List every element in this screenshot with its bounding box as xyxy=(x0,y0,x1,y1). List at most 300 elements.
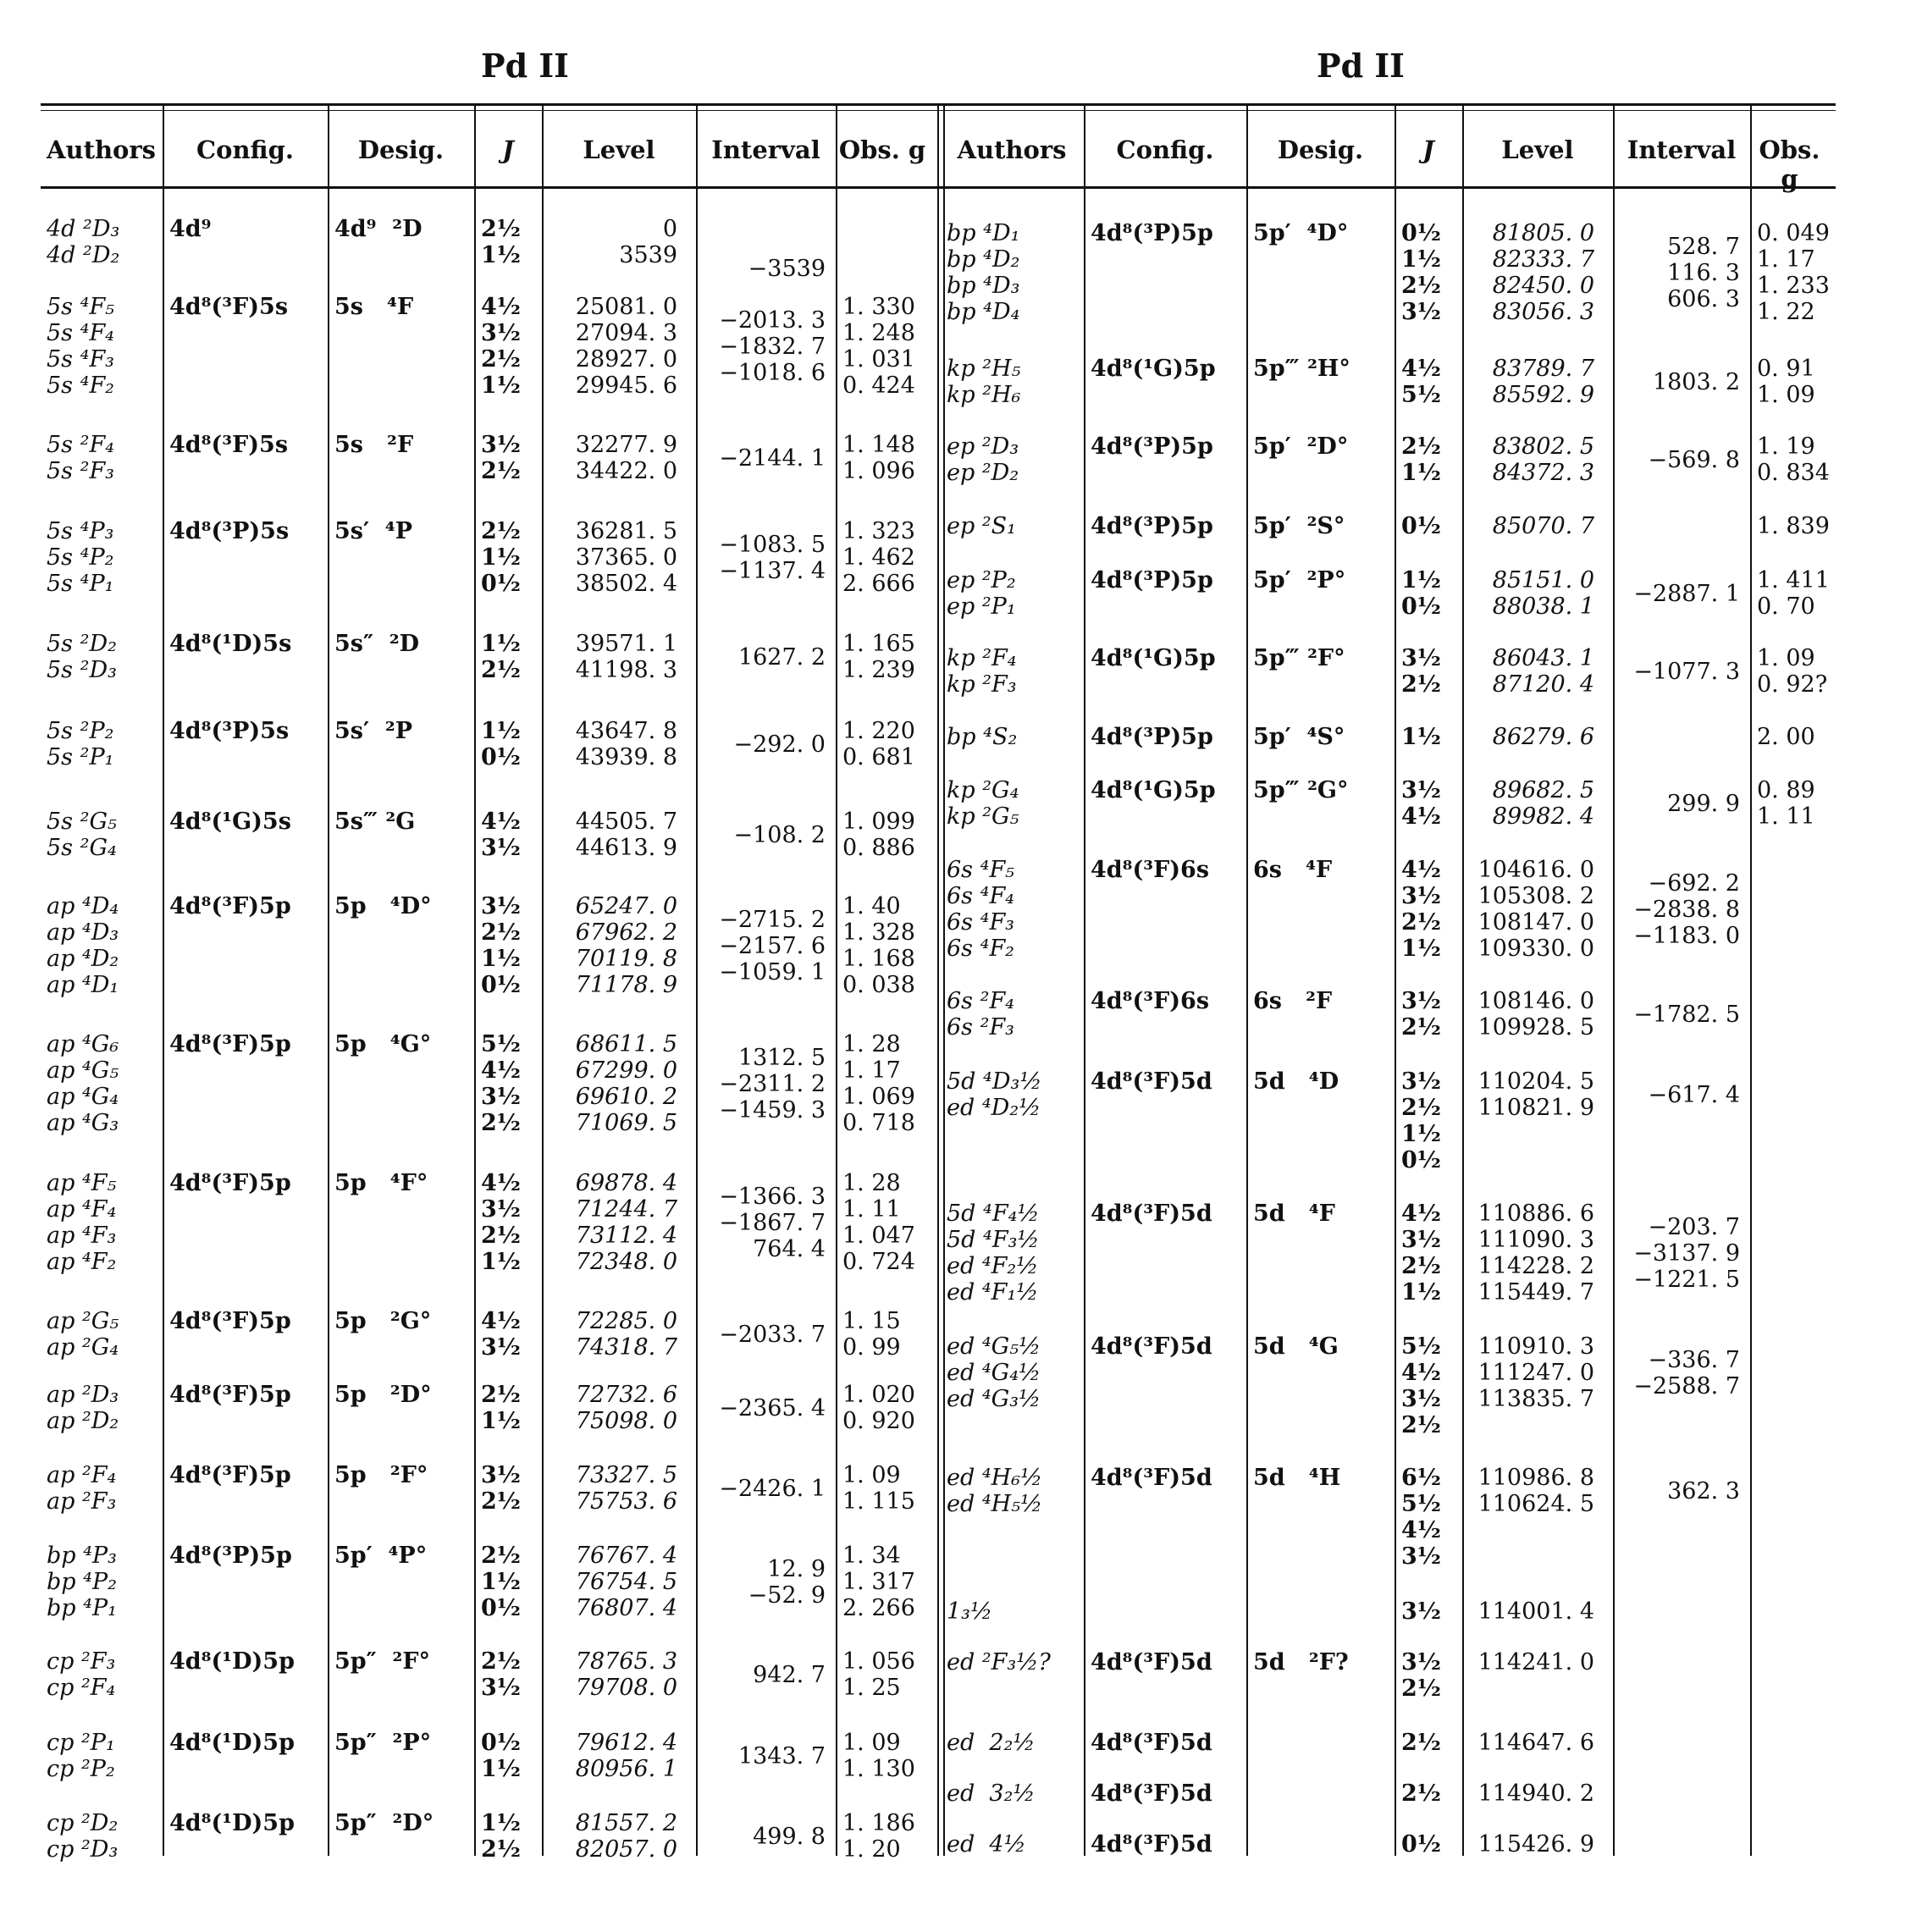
obs-g-cell: 1. 165 xyxy=(842,631,915,657)
config-cell: 4d⁸(³P)5p xyxy=(1091,513,1213,539)
j-cell: 1½ xyxy=(1401,1279,1441,1305)
right-header-desig: Desig. xyxy=(1277,135,1364,164)
level-cell: 110910. 3 xyxy=(1477,1333,1594,1360)
obs-g-cell: 1. 323 xyxy=(842,518,915,544)
obs-g-cell: 1. 09 xyxy=(1757,645,1815,671)
left-column-divider xyxy=(542,106,544,1856)
designation-cell: 5d ⁴H xyxy=(1253,1465,1341,1491)
interval-cell: 299. 9 xyxy=(1667,790,1740,817)
right-column-divider xyxy=(1395,106,1396,1856)
right-column-divider xyxy=(1246,106,1248,1856)
authors-cell: 5d ⁴F₄½ xyxy=(947,1201,1040,1227)
authors-cell: kp ²F₃ xyxy=(947,671,1017,698)
obs-g-cell: 1. 056 xyxy=(842,1648,915,1675)
designation-cell: 5p‴ ²G° xyxy=(1253,777,1349,803)
center-divider-2 xyxy=(943,106,945,1856)
authors-cell: ep ²P₁ xyxy=(947,593,1016,620)
j-cell: 3½ xyxy=(1401,645,1441,671)
level-cell: 79708. 0 xyxy=(575,1675,677,1701)
authors-cell: cp ²P₂ xyxy=(47,1756,115,1782)
right-header-interval: Interval xyxy=(1627,135,1737,164)
left-header-obsg: Obs. g xyxy=(838,135,926,164)
authors-cell: ap ²D₃ xyxy=(47,1382,119,1408)
obs-g-cell: 0. 049 xyxy=(1757,220,1830,246)
j-cell: 4½ xyxy=(1401,1201,1441,1227)
j-cell: 3½ xyxy=(1401,1649,1441,1675)
config-cell: 4d⁸(¹D)5p xyxy=(169,1648,295,1675)
authors-cell: 5s ⁴F₅ xyxy=(47,294,114,320)
level-cell: 75098. 0 xyxy=(575,1408,677,1434)
j-cell: 1½ xyxy=(1401,1121,1441,1147)
obs-g-cell: 1. 40 xyxy=(842,893,901,919)
authors-cell: cp ²D₂ xyxy=(47,1810,119,1836)
obs-g-cell: 0. 834 xyxy=(1757,460,1830,486)
designation-cell: 5s′ ²P xyxy=(334,718,413,744)
j-cell: 4½ xyxy=(1401,1360,1441,1386)
config-cell: 4d⁸(¹G)5p xyxy=(1091,356,1216,382)
authors-cell: kp ²F₄ xyxy=(947,645,1017,671)
authors-cell: ap ⁴D₄ xyxy=(47,893,119,919)
authors-cell: ed 3₂½ xyxy=(947,1780,1036,1807)
config-cell: 4d⁹ xyxy=(169,216,212,242)
obs-g-cell: 1. 099 xyxy=(842,809,915,835)
authors-cell: bp ⁴P₂ xyxy=(47,1569,117,1595)
j-cell: 1½ xyxy=(481,373,521,399)
interval-cell: −2426. 1 xyxy=(719,1475,826,1502)
interval-cell: −3137. 9 xyxy=(1633,1239,1740,1267)
interval-cell: 1627. 2 xyxy=(737,643,826,671)
obs-g-cell: 1. 330 xyxy=(842,294,915,320)
j-cell: 3½ xyxy=(1401,1068,1441,1095)
level-cell: 78765. 3 xyxy=(575,1648,677,1675)
obs-g-cell: 1. 148 xyxy=(842,432,915,458)
j-cell: 3½ xyxy=(481,893,521,919)
obs-g-cell: 0. 718 xyxy=(842,1110,915,1136)
obs-g-cell: 0. 038 xyxy=(842,972,915,998)
designation-cell: 5p′ ²P° xyxy=(1253,567,1346,593)
level-cell: 108146. 0 xyxy=(1477,988,1594,1014)
j-cell: 1½ xyxy=(481,1569,521,1595)
config-cell: 4d⁸(³F)5d xyxy=(1091,1649,1212,1675)
j-cell: 2½ xyxy=(481,518,521,544)
right-column-divider xyxy=(1462,106,1464,1856)
obs-g-cell: 1. 09 xyxy=(842,1730,901,1756)
config-cell: 4d⁸(¹D)5p xyxy=(169,1810,295,1836)
obs-g-cell: 1. 17 xyxy=(842,1057,901,1084)
config-cell: 4d⁸(¹G)5s xyxy=(169,809,291,835)
obs-g-cell: 0. 724 xyxy=(842,1249,915,1275)
j-cell: 4½ xyxy=(1401,803,1441,830)
level-cell: 65247. 0 xyxy=(575,893,677,919)
config-cell: 4d⁸(³F)5s xyxy=(169,432,289,458)
obs-g-cell: 1. 25 xyxy=(842,1675,901,1701)
j-cell: 1½ xyxy=(481,242,521,268)
j-cell: 2½ xyxy=(1401,1730,1441,1756)
left-column-divider xyxy=(163,106,164,1856)
interval-cell: −52. 9 xyxy=(748,1581,826,1609)
config-cell: 4d⁸(³P)5p xyxy=(1091,567,1213,593)
interval-cell: −108. 2 xyxy=(733,821,826,848)
authors-cell: 4d ²D₂ xyxy=(47,242,120,268)
left-header-config: Config. xyxy=(196,135,294,164)
level-cell: 110986. 8 xyxy=(1477,1465,1594,1491)
j-cell: 2½ xyxy=(481,1223,521,1249)
j-cell: 2½ xyxy=(481,1648,521,1675)
j-cell: 3½ xyxy=(481,835,521,861)
j-cell: 6½ xyxy=(1401,1465,1441,1491)
obs-g-cell: 1. 462 xyxy=(842,544,915,571)
j-cell: 4½ xyxy=(1401,356,1441,382)
level-cell: 69610. 2 xyxy=(575,1084,677,1110)
level-cell: 111090. 3 xyxy=(1477,1227,1594,1253)
designation-cell: 5p ⁴F° xyxy=(334,1170,428,1196)
level-cell: 68611. 5 xyxy=(575,1031,677,1057)
config-cell: 4d⁸(¹D)5s xyxy=(169,631,292,657)
level-cell: 0 xyxy=(662,216,677,242)
j-cell: 2½ xyxy=(481,1488,521,1515)
obs-g-cell: 1. 233 xyxy=(1757,273,1830,299)
authors-cell: ap ⁴F₅ xyxy=(47,1170,117,1196)
authors-cell: ed ⁴F₁½ xyxy=(947,1279,1039,1305)
authors-cell: ap ⁴G₄ xyxy=(47,1084,119,1110)
obs-g-cell: 1. 031 xyxy=(842,346,915,373)
config-cell: 4d⁸(³F)5d xyxy=(1091,1780,1212,1807)
designation-cell: 5p ²F° xyxy=(334,1462,428,1488)
designation-cell: 5p′ ²D° xyxy=(1253,433,1349,460)
j-cell: 0½ xyxy=(1401,1147,1441,1173)
level-cell: 38502. 4 xyxy=(575,571,677,597)
obs-g-cell: 2. 666 xyxy=(842,571,915,597)
config-cell: 4d⁸(³F)5d xyxy=(1091,1831,1212,1857)
level-cell: 34422. 0 xyxy=(575,458,677,484)
j-cell: 3½ xyxy=(1401,988,1441,1014)
left-header-desig: Desig. xyxy=(357,135,445,164)
level-cell: 73112. 4 xyxy=(575,1223,677,1249)
designation-cell: 5p ⁴D° xyxy=(334,893,432,919)
authors-cell: ep ²D₂ xyxy=(947,460,1019,486)
authors-cell: 5s ²D₂ xyxy=(47,631,117,657)
config-cell: 4d⁸(³F)5p xyxy=(169,1308,291,1334)
authors-cell: ed ⁴G₃½ xyxy=(947,1386,1041,1412)
level-cell: 37365. 0 xyxy=(575,544,677,571)
level-cell: 72732. 6 xyxy=(575,1382,677,1408)
designation-cell: 5p″ ²D° xyxy=(334,1810,434,1836)
j-cell: 2½ xyxy=(481,216,521,242)
obs-g-cell: 1. 328 xyxy=(842,919,915,946)
designation-cell: 5p″ ²P° xyxy=(334,1730,432,1756)
authors-cell: ed 4½ xyxy=(947,1831,1026,1857)
interval-cell: −2033. 7 xyxy=(719,1321,826,1348)
level-cell: 82333. 7 xyxy=(1492,246,1594,273)
right-header-level: Level xyxy=(1501,135,1574,164)
j-cell: 4½ xyxy=(1401,857,1441,883)
level-cell: 115449. 7 xyxy=(1477,1279,1594,1305)
j-cell: 2½ xyxy=(481,1110,521,1136)
obs-g-cell: 1. 20 xyxy=(842,1836,901,1863)
authors-cell: bp ⁴P₁ xyxy=(47,1595,117,1621)
designation-cell: 5p‴ ²H° xyxy=(1253,356,1350,382)
left-column-divider xyxy=(474,106,476,1856)
authors-cell: ed ⁴G₄½ xyxy=(947,1360,1041,1386)
obs-g-cell: 1. 130 xyxy=(842,1756,915,1782)
j-cell: 0½ xyxy=(481,1730,521,1756)
level-cell: 114001. 4 xyxy=(1477,1598,1594,1625)
j-cell: 2½ xyxy=(481,346,521,373)
authors-cell: ap ⁴D₃ xyxy=(47,919,119,946)
right-header-j: J xyxy=(1422,135,1434,164)
level-cell: 72285. 0 xyxy=(575,1308,677,1334)
authors-cell: 6s ⁴F₃ xyxy=(947,909,1014,936)
j-cell: 1½ xyxy=(1401,936,1441,962)
config-cell: 4d⁸(³F)6s xyxy=(1091,857,1210,883)
designation-cell: 5d ²F? xyxy=(1253,1649,1349,1675)
interval-cell: −2013. 3 xyxy=(719,306,826,334)
authors-cell: 5s ²P₁ xyxy=(47,744,114,770)
authors-cell: ed 2₂½ xyxy=(947,1730,1036,1756)
interval-cell: 362. 3 xyxy=(1667,1477,1740,1504)
j-cell: 3½ xyxy=(1401,1227,1441,1253)
authors-cell: ap ²G₅ xyxy=(47,1308,119,1334)
j-cell: 3½ xyxy=(1401,299,1441,325)
level-cell: 114228. 2 xyxy=(1477,1253,1594,1279)
j-cell: 0½ xyxy=(481,1595,521,1621)
interval-cell: −2311. 2 xyxy=(719,1070,826,1097)
level-cell: 83056. 3 xyxy=(1492,299,1594,325)
level-cell: 44505. 7 xyxy=(575,809,677,835)
j-cell: 2½ xyxy=(1401,1095,1441,1121)
interval-cell: −617. 4 xyxy=(1648,1081,1740,1108)
level-cell: 109330. 0 xyxy=(1477,936,1594,962)
authors-cell: bp ⁴D₁ xyxy=(947,220,1020,246)
obs-g-cell: 1. 17 xyxy=(1757,246,1815,273)
authors-cell: kp ²G₅ xyxy=(947,803,1019,830)
authors-cell: 5s ⁴P₃ xyxy=(47,518,114,544)
interval-cell: −2887. 1 xyxy=(1633,580,1740,607)
authors-cell: ed ⁴H₆½ xyxy=(947,1465,1043,1491)
j-cell: 3½ xyxy=(481,1334,521,1361)
authors-cell: ap ²F₃ xyxy=(47,1488,117,1515)
obs-g-cell: 1. 248 xyxy=(842,320,915,346)
designation-cell: 5p′ ⁴P° xyxy=(334,1543,428,1569)
interval-cell: −2715. 2 xyxy=(719,906,826,933)
designation-cell: 5s′ ⁴P xyxy=(334,518,413,544)
interval-cell: −1459. 3 xyxy=(719,1096,826,1123)
obs-g-cell: 1. 19 xyxy=(1757,433,1815,460)
authors-cell: ed ²F₃½? xyxy=(947,1649,1051,1675)
j-cell: 2½ xyxy=(1401,1412,1441,1438)
level-cell: 80956. 1 xyxy=(575,1756,677,1782)
authors-cell: ap ⁴G₅ xyxy=(47,1057,119,1084)
interval-cell: −2157. 6 xyxy=(719,932,826,959)
j-cell: 0½ xyxy=(1401,513,1441,539)
interval-cell: −2588. 7 xyxy=(1633,1372,1740,1399)
j-cell: 3½ xyxy=(1401,777,1441,803)
authors-cell: 5d ⁴D₃½ xyxy=(947,1068,1042,1095)
obs-g-cell: 1. 11 xyxy=(1757,803,1815,830)
authors-cell: ed ⁴G₅½ xyxy=(947,1333,1041,1360)
authors-cell: ep ²S₁ xyxy=(947,513,1016,539)
interval-cell: −2144. 1 xyxy=(719,444,826,472)
interval-cell: 764. 4 xyxy=(753,1235,826,1262)
interval-cell: 942. 7 xyxy=(753,1661,826,1688)
level-cell: 114940. 2 xyxy=(1477,1780,1594,1807)
authors-cell: 6s ⁴F₄ xyxy=(947,883,1014,909)
j-cell: 2½ xyxy=(1401,1253,1441,1279)
config-cell: 4d⁸(³P)5p xyxy=(1091,433,1213,460)
level-cell: 115426. 9 xyxy=(1477,1831,1594,1857)
obs-g-cell: 0. 70 xyxy=(1757,593,1815,620)
interval-cell: −1366. 3 xyxy=(719,1183,826,1210)
interval-cell: −1077. 3 xyxy=(1633,658,1740,685)
left-column-divider xyxy=(836,106,837,1856)
interval-cell: −569. 8 xyxy=(1648,446,1740,473)
j-cell: 1½ xyxy=(481,631,521,657)
authors-cell: cp ²P₁ xyxy=(47,1730,115,1756)
j-cell: 2½ xyxy=(1401,671,1441,698)
level-cell: 81557. 2 xyxy=(575,1810,677,1836)
obs-g-cell: 2. 00 xyxy=(1757,724,1815,750)
designation-cell: 5p‴ ²F° xyxy=(1253,645,1345,671)
j-cell: 2½ xyxy=(481,657,521,683)
left-header-j: J xyxy=(502,135,514,164)
level-cell: 109928. 5 xyxy=(1477,1014,1594,1041)
config-cell: 4d⁸(³P)5s xyxy=(169,718,290,744)
j-cell: 2½ xyxy=(1401,1014,1441,1041)
authors-cell: bp ⁴D₂ xyxy=(947,246,1020,273)
authors-cell: ap ⁴D₂ xyxy=(47,946,119,972)
level-cell: 75753. 6 xyxy=(575,1488,677,1515)
center-divider xyxy=(937,106,939,1856)
authors-cell: kp ²G₄ xyxy=(947,777,1019,803)
interval-cell: −1137. 4 xyxy=(719,557,826,584)
authors-cell: 6s ⁴F₂ xyxy=(947,936,1014,962)
left-column-divider xyxy=(328,106,329,1856)
config-cell: 4d⁸(³F)5p xyxy=(169,1170,291,1196)
designation-cell: 6s ²F xyxy=(1253,988,1333,1014)
level-cell: 76767. 4 xyxy=(575,1543,677,1569)
right-column-divider xyxy=(1750,106,1752,1856)
j-cell: 5½ xyxy=(1401,1333,1441,1360)
obs-g-cell: 1. 22 xyxy=(1757,299,1815,325)
right-title: Pd II xyxy=(1317,47,1405,85)
level-cell: 89682. 5 xyxy=(1492,777,1594,803)
j-cell: 2½ xyxy=(1401,1675,1441,1702)
level-cell: 85151. 0 xyxy=(1492,567,1594,593)
authors-cell: 5s ⁴F₄ xyxy=(47,320,114,346)
config-cell: 4d⁸(³F)5d xyxy=(1091,1730,1212,1756)
designation-cell: 5p′ ⁴D° xyxy=(1253,220,1349,246)
j-cell: 0½ xyxy=(1401,220,1441,246)
level-cell: 108147. 0 xyxy=(1477,909,1594,936)
authors-cell: ap ⁴D₁ xyxy=(47,972,119,998)
authors-cell: ed ⁴H₅½ xyxy=(947,1491,1043,1517)
authors-cell: cp ²F₃ xyxy=(47,1648,116,1675)
interval-cell: −1083. 5 xyxy=(719,531,826,558)
j-cell: 2½ xyxy=(1401,273,1441,299)
config-cell: 4d⁸(³F)5p xyxy=(169,1031,291,1057)
authors-cell: 6s ²F₄ xyxy=(947,988,1014,1014)
level-cell: 3539 xyxy=(619,242,677,268)
obs-g-cell: 1. 34 xyxy=(842,1543,901,1569)
level-cell: 39571. 1 xyxy=(575,631,677,657)
config-cell: 4d⁸(³F)5d xyxy=(1091,1465,1212,1491)
j-cell: 0½ xyxy=(1401,1831,1441,1857)
right-header-config: Config. xyxy=(1116,135,1214,164)
level-cell: 67299. 0 xyxy=(575,1057,677,1084)
j-cell: 0½ xyxy=(481,571,521,597)
authors-cell: kp ²H₆ xyxy=(947,382,1021,408)
interval-cell: 528. 7 xyxy=(1667,233,1740,260)
interval-cell: −336. 7 xyxy=(1648,1346,1740,1373)
right-column-divider xyxy=(1613,106,1615,1856)
level-cell: 81805. 0 xyxy=(1492,220,1594,246)
level-cell: 104616. 0 xyxy=(1477,857,1594,883)
config-cell: 4d⁸(³P)5p xyxy=(169,1543,292,1569)
level-cell: 70119. 8 xyxy=(575,946,677,972)
j-cell: 4½ xyxy=(481,1170,521,1196)
level-cell: 110886. 6 xyxy=(1477,1201,1594,1227)
j-cell: 3½ xyxy=(481,1462,521,1488)
interval-cell: −292. 0 xyxy=(733,731,826,758)
authors-cell: 6s ⁴F₅ xyxy=(947,857,1014,883)
left-header-authors: Authors xyxy=(46,135,156,164)
obs-g-cell: 0. 92? xyxy=(1757,671,1828,698)
level-cell: 32277. 9 xyxy=(575,432,677,458)
level-cell: 110821. 9 xyxy=(1477,1095,1594,1121)
authors-cell: 4d ²D₃ xyxy=(47,216,120,242)
config-cell: 4d⁸(³P)5p xyxy=(1091,724,1213,750)
authors-cell: ep ²D₃ xyxy=(947,433,1019,460)
obs-g-cell: 1. 15 xyxy=(842,1308,901,1334)
authors-cell: ep ²P₂ xyxy=(947,567,1016,593)
j-cell: 1½ xyxy=(481,544,521,571)
interval-cell: −1183. 0 xyxy=(1633,922,1740,949)
j-cell: 3½ xyxy=(481,1084,521,1110)
obs-g-cell: 1. 020 xyxy=(842,1382,915,1408)
right-header-obsg: Obs. g xyxy=(1759,135,1820,193)
level-cell: 114241. 0 xyxy=(1477,1649,1594,1675)
authors-cell: 5s ⁴P₁ xyxy=(47,571,114,597)
j-cell: 5½ xyxy=(481,1031,521,1057)
authors-cell: ap ⁴G₆ xyxy=(47,1031,119,1057)
authors-cell: 5s ²P₂ xyxy=(47,718,114,744)
j-cell: 1½ xyxy=(481,1408,521,1434)
designation-cell: 5p ⁴G° xyxy=(334,1031,432,1057)
designation-cell: 5p″ ²F° xyxy=(334,1648,431,1675)
level-cell: 105308. 2 xyxy=(1477,883,1594,909)
level-cell: 85070. 7 xyxy=(1492,513,1594,539)
level-cell: 27094. 3 xyxy=(575,320,677,346)
level-cell: 25081. 0 xyxy=(575,294,677,320)
interval-cell: 1343. 7 xyxy=(737,1742,826,1769)
level-cell: 85592. 9 xyxy=(1492,382,1594,408)
level-cell: 82450. 0 xyxy=(1492,273,1594,299)
j-cell: 3½ xyxy=(1401,1543,1441,1570)
j-cell: 1½ xyxy=(481,718,521,744)
level-cell: 111247. 0 xyxy=(1477,1360,1594,1386)
obs-g-cell: 0. 424 xyxy=(842,373,915,399)
interval-cell: −1059. 1 xyxy=(719,958,826,985)
designation-cell: 6s ⁴F xyxy=(1253,857,1333,883)
config-cell: 4d⁸(¹G)5p xyxy=(1091,777,1216,803)
authors-cell: ed ⁴F₂½ xyxy=(947,1253,1039,1279)
authors-cell: 5s ²G₅ xyxy=(47,809,117,835)
j-cell: 1½ xyxy=(481,1249,521,1275)
obs-g-cell: 0. 91 xyxy=(1757,356,1815,382)
config-cell: 4d⁸(³F)5d xyxy=(1091,1333,1212,1360)
left-column-divider xyxy=(696,106,698,1856)
j-cell: 0½ xyxy=(481,744,521,770)
